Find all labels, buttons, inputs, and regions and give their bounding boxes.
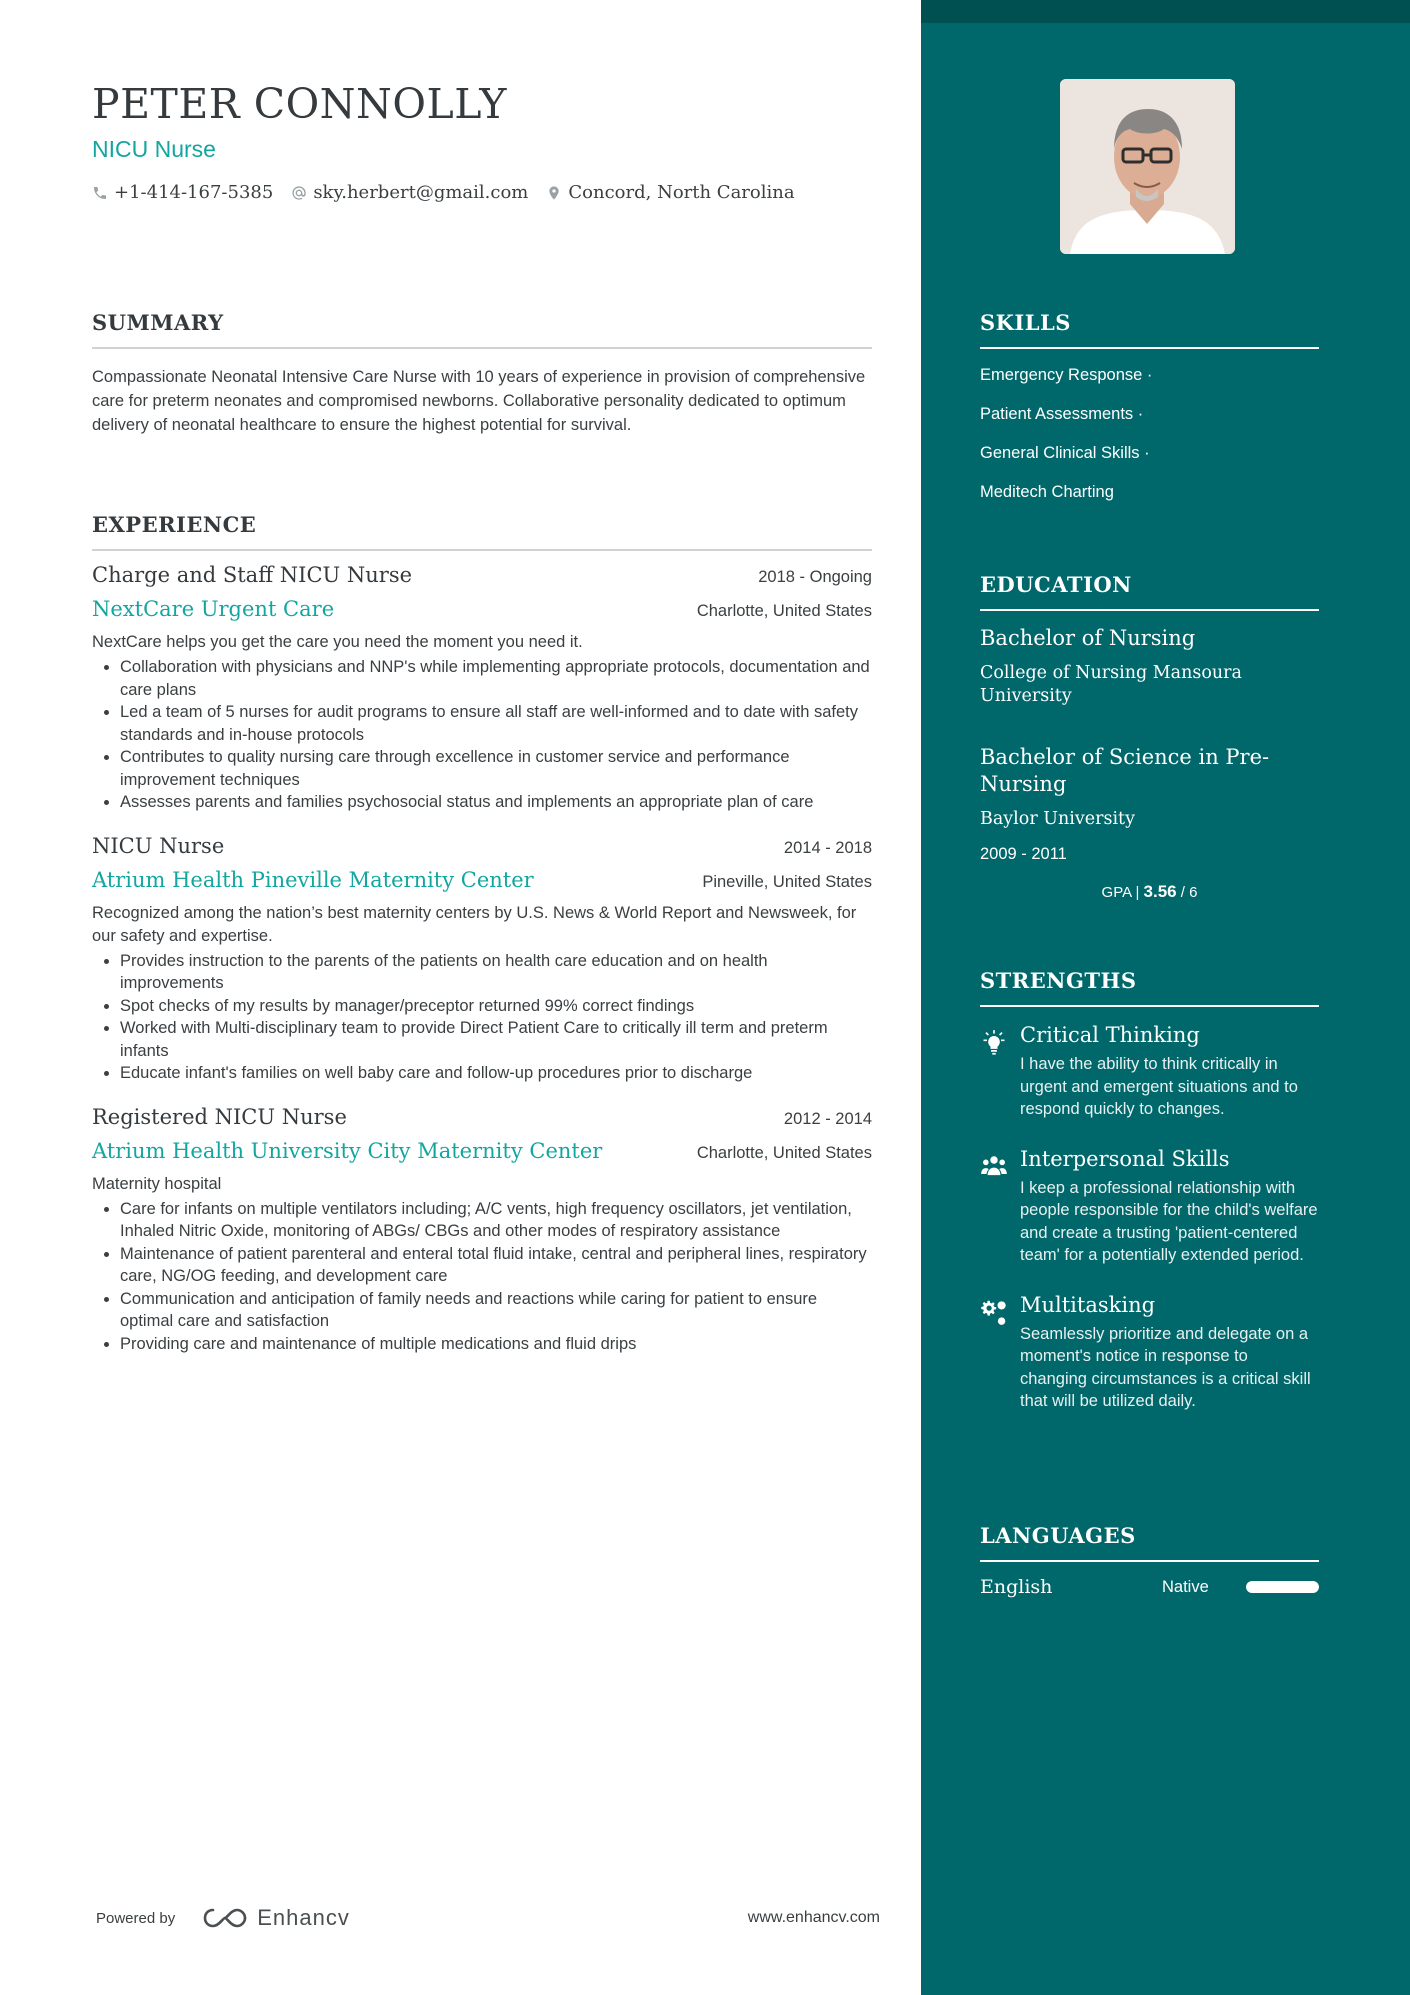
strength-item	[980, 1023, 1319, 1121]
job-location: Charlotte, United States	[696, 602, 872, 620]
sidebar-top-bar	[921, 0, 1410, 23]
strength-item	[980, 1293, 1319, 1413]
skill-item: Patient Assessments ·	[980, 405, 1144, 423]
infinity-logo-icon	[201, 1906, 249, 1930]
job-bullet: • Provides instruction to the parents of the patients on health care education and on health improvements	[120, 950, 872, 995]
location-pin-icon	[546, 185, 562, 201]
job-bullets	[92, 656, 872, 814]
email-text: sky.herbert@gmail.com	[313, 182, 529, 203]
languages-title: LANGUAGES	[980, 1523, 1319, 1562]
language-proficiency-bar	[1246, 1581, 1319, 1593]
job-date: 2018 - Ongoing	[758, 568, 872, 586]
strengths-title: STRENGTHS	[980, 968, 1319, 1007]
strengths-section	[980, 968, 1319, 1413]
education-title: EDUCATION	[980, 572, 1319, 611]
avatar-icon	[1060, 79, 1235, 254]
gpa-max: 6	[1189, 884, 1198, 901]
website-link[interactable]: www.enhancv.com	[747, 1909, 880, 1926]
enhancv-logo[interactable]	[201, 1905, 350, 1931]
job-bullet: • Spot checks of my results by manager/preceptor returned 99% correct findings	[120, 995, 872, 1018]
degree-title: Bachelor of Science in Pre-Nursing	[980, 745, 1270, 796]
job-entry	[92, 834, 872, 1085]
job-company: Atrium Health University City Maternity Center	[92, 1138, 603, 1163]
email-contact[interactable]	[291, 182, 528, 203]
skill-item: General Clinical Skills ·	[980, 444, 1150, 462]
education-entry	[980, 744, 1319, 902]
skill-item: Emergency Response ·	[980, 366, 1153, 384]
language-level: Native	[1162, 1577, 1209, 1596]
summary-title: SUMMARY	[92, 310, 872, 349]
brand-text: Enhancv	[257, 1905, 350, 1930]
job-location: Pineville, United States	[702, 872, 872, 891]
phone-icon	[92, 185, 108, 201]
job-bullets	[92, 950, 872, 1085]
skill-item: Meditech Charting	[980, 483, 1114, 501]
school-name: College of Nursing Mansoura University	[980, 663, 1242, 706]
job-bullet: • Educate infant's families on well baby care and follow-up procedures prior to discharge	[120, 1062, 872, 1085]
job-bullet: • Maintenance of patient parenteral and enteral total fluid intake, central and peripheral lines, respiratory care, NG/OG feeding, and development care	[120, 1243, 872, 1288]
strength-item	[980, 1147, 1319, 1267]
job-location: Charlotte, United States	[696, 1143, 872, 1162]
strength-title: Critical Thinking	[1020, 1023, 1200, 1047]
contact-row	[92, 182, 795, 203]
job-entry	[92, 1105, 872, 1356]
job-bullet: • Collaboration with physicians and NNP's while implementing appropriate protocols, documentation and care plans	[120, 656, 872, 701]
gears-icon	[980, 1299, 1008, 1327]
degree-title: Bachelor of Nursing	[980, 626, 1196, 650]
job-company: NextCare Urgent Care	[92, 597, 335, 621]
job-bullet: • Contributes to quality nursing care through excellence in customer service and performance improvement techniques	[120, 746, 872, 791]
strength-description: I have the ability to think critically in urgent and emergent situations and to respond quickly to changes.	[1020, 1055, 1298, 1118]
education-years: 2009 - 2011	[980, 845, 1067, 863]
footer	[96, 1905, 880, 1931]
language-name: English	[980, 1576, 1053, 1598]
sidebar	[921, 0, 1410, 1995]
job-bullet: • Providing care and maintenance of multiple medications and fluid drips	[120, 1333, 872, 1356]
education-section	[980, 572, 1319, 902]
strength-title: Multitasking	[1020, 1292, 1156, 1317]
job-title: NICU Nurse	[92, 833, 225, 858]
at-icon	[291, 185, 307, 201]
gpa-label: GPA	[1101, 884, 1132, 901]
summary-text: Compassionate Neonatal Intensive Care Nurse with 10 years of experience in provision of comprehensive care for preterm neonates and compromised newborns. Collaborative personality dedicated to optimum delivery of neonatal healthcare to ensure the highest potential for survival.	[92, 368, 866, 434]
phone-contact[interactable]	[92, 182, 273, 203]
job-title: Charge and Staff NICU Nurse	[92, 563, 413, 587]
summary-section	[92, 310, 872, 437]
job-bullet: • Communication and anticipation of family needs and reactions while caring for patient to ensure optimal care and satisfaction	[120, 1288, 872, 1333]
job-date: 2012 - 2014	[783, 1109, 872, 1128]
job-description: Maternity hospital	[92, 1174, 222, 1193]
job-bullet: • Led a team of 5 nurses for audit programs to ensure all staff are well-informed and to date with safety standards and in-house protocols	[120, 701, 872, 746]
lightbulb-icon	[980, 1029, 1008, 1057]
candidate-name: PETER CONNOLLY	[92, 80, 507, 128]
experience-title: EXPERIENCE	[92, 512, 872, 551]
strength-description: Seamlessly prioritize and delegate on a moment's notice in response to changing circumstances is a critical skill that will be utilized daily.	[1020, 1324, 1311, 1410]
job-bullet: • Assesses parents and families psychosocial status and implements an appropriate plan of care	[120, 791, 872, 814]
strength-description: I keep a professional relationship with people responsible for the child's welfare and create a trusting 'patient-centered team' for a potentially extended period.	[1020, 1178, 1318, 1264]
job-bullets	[92, 1198, 872, 1356]
skills-list	[980, 363, 1319, 504]
phone-text: +1-414-167-5385	[114, 182, 274, 203]
gpa: GPA | 3.56 / 6	[1101, 882, 1198, 901]
experience-section	[92, 512, 872, 1355]
language-item	[980, 1576, 1319, 1598]
powered-by-text: Powered by	[96, 1909, 176, 1927]
job-description: Recognized among the nation’s best maternity centers by U.S. News & World Report and Newsweek, for our safety and expertise.	[92, 903, 857, 945]
school-name: Baylor University	[980, 809, 1135, 829]
education-entry	[980, 625, 1319, 708]
skills-title: SKILLS	[980, 310, 1319, 349]
job-title: Registered NICU Nurse	[92, 1104, 347, 1129]
gpa-value: 3.56	[1143, 882, 1177, 901]
candidate-role: NICU Nurse	[92, 136, 216, 162]
job-date: 2014 - 2018	[783, 838, 872, 857]
location-text: Concord, North Carolina	[568, 182, 795, 203]
profile-photo	[1060, 79, 1235, 254]
job-company: Atrium Health Pineville Maternity Center	[92, 867, 534, 892]
job-description: NextCare helps you get the care you need the moment you need it.	[92, 633, 583, 651]
people-icon	[980, 1153, 1008, 1181]
languages-section	[980, 1523, 1319, 1598]
strength-title: Interpersonal Skills	[1020, 1146, 1230, 1171]
job-entry	[92, 563, 872, 814]
language-proficiency-fill	[1246, 1581, 1319, 1593]
skills-section	[980, 310, 1319, 504]
location-contact	[546, 182, 794, 203]
job-bullet: • Worked with Multi-disciplinary team to provide Direct Patient Care to critically ill term and preterm infants	[120, 1017, 872, 1062]
job-bullet: • Care for infants on multiple ventilators including; A/C vents, high frequency oscillators, jet ventilation, Inhaled Nitric Oxide, monitoring of ABGs/ CBGs and other modes of respiratory assistance	[120, 1198, 872, 1243]
